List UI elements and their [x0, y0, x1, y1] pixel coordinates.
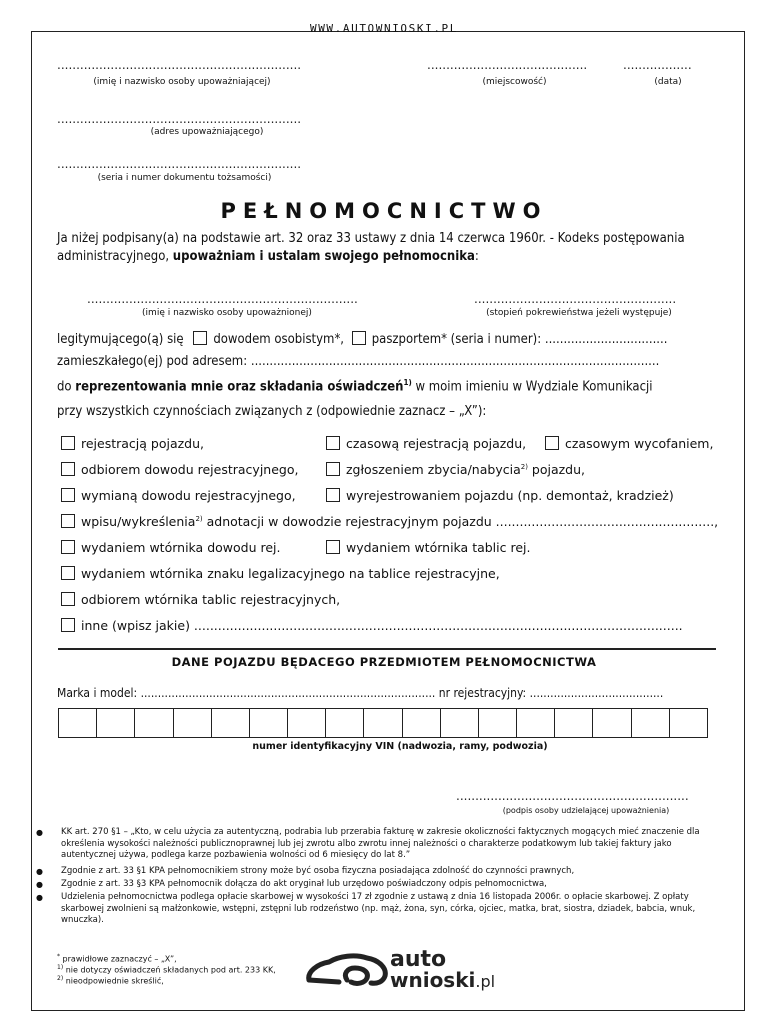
checkbox[interactable]	[545, 436, 559, 450]
vin-cell[interactable]	[364, 709, 402, 737]
vin-cell[interactable]	[288, 709, 326, 737]
option-plates-duplicate[interactable]	[326, 540, 530, 555]
proxy-name-caption: (imię i nazwisko osoby upoważnionej)	[142, 308, 312, 318]
rep-sup: 1)	[403, 378, 412, 387]
note-4: Udzielenia pełnomocnictwa podlega opłacie skarbowej w wysokości 17 zł zgodnie z ustawą z dnia 16 listopada 2006r. o opłacie skarbowej. Z opłaty skarbowej zwolnieni są małżonkowie, wstępni, zstępni lub rodzeństwo (np. mąż, żona, syn, córka, ojciec, matka, brat, siostra, dziadek, babcia, wnuk, wnuczka).	[61, 892, 696, 925]
logo-tld: .pl	[475, 972, 496, 991]
option-temp-registration[interactable]	[326, 436, 526, 451]
checkbox[interactable]	[61, 514, 75, 528]
checkbox[interactable]	[61, 540, 75, 554]
option-label: wydaniem wtórnika dowodu rej.	[81, 540, 281, 555]
id-prefix: legitymującego(ą) się	[57, 332, 184, 347]
option-sup: 2)	[520, 462, 528, 471]
principal-address-field[interactable]: ................................................................	[57, 112, 302, 126]
vin-cell[interactable]	[59, 709, 97, 737]
note-1: KK art. 270 §1 – „Kto, w celu użycia za autentyczną, podrabia lub przerabia fakturę w zakresie okoliczności faktycznych mogących mieć znaczenie dla określenia wysokości należności publicznoprawnej lub jej zwrotu albo zwrotu innej należności o charakterze podatkowym lub takiej faktury jako autentycznej używa, podlega karze pozbawienia wolności od 6 miesięcy do lat 8.”	[61, 827, 700, 860]
checkbox[interactable]	[61, 488, 75, 502]
site-url[interactable]: WWW.AUTOWNIOSKI.PL	[309, 22, 458, 35]
footnote-text: nie dotyczy oświadczeń składanych pod art. 233 KK,	[63, 965, 276, 975]
id-card-label: dowodem osobistym*,	[213, 332, 345, 347]
id-card-checkbox[interactable]	[193, 331, 207, 345]
checkbox[interactable]	[61, 462, 75, 476]
note-3: Zgodnie z art. 33 §3 KPA pełnomocnik dołącza do akt oryginał lub urzędowo poświadczony odpis pełnomocnictwa,	[61, 879, 547, 889]
proxy-address-field[interactable]: zamieszkałego(ej) pod adresem: ..............................................................................................................	[57, 354, 660, 369]
vin-cell[interactable]	[670, 709, 707, 737]
id-line	[57, 331, 667, 347]
checkbox[interactable]	[61, 566, 75, 580]
vin-cell[interactable]	[250, 709, 288, 737]
vin-cell[interactable]	[517, 709, 555, 737]
logo-word: wnioski	[390, 968, 476, 992]
note-2: Zgodnie z art. 33 §1 KPA pełnomocnikiem strony może być osoba fizyczna posiadająca zdolność do czynności prawnych,	[61, 866, 575, 876]
place-caption: (miejscowość)	[482, 77, 547, 87]
intro-line-2-bold: upoważniam i ustalam swojego pełnomocnika	[172, 249, 475, 264]
option-sale-notice[interactable]	[326, 462, 585, 477]
option-label-end: adnotacji w dowodzie rejestracyjnym pojazdu .......................................................,	[202, 514, 719, 529]
checkbox[interactable]	[61, 618, 75, 632]
date-field[interactable]: ..................	[623, 58, 692, 72]
signature-caption: (podpis osoby udzielającej upoważnienia)	[502, 806, 670, 815]
option-label: czasową rejestracją pojazdu,	[346, 436, 527, 451]
footnote-mark: 1)	[57, 964, 64, 971]
option-label: rejestracją pojazdu,	[81, 436, 205, 451]
option-sticker-duplicate[interactable]	[61, 566, 500, 581]
vin-cell[interactable]	[97, 709, 135, 737]
signature-field[interactable]: .............................................................	[456, 789, 689, 803]
section-divider	[58, 648, 716, 650]
footnote-mark: *	[57, 953, 60, 960]
date-caption: (data)	[654, 77, 682, 87]
passport-checkbox[interactable]	[352, 331, 366, 345]
vin-cell[interactable]	[135, 709, 173, 737]
option-doc-duplicate[interactable]	[61, 540, 280, 555]
actions-line: przy wszystkich czynnościach związanych z (odpowiednie zaznacz – „X”):	[57, 404, 487, 419]
passport-label: paszportem* (seria i numer): .................................	[371, 332, 668, 347]
intro-line-2-text: administracyjnego,	[57, 249, 173, 264]
place-field[interactable]: ..........................................	[427, 58, 588, 72]
relationship-field[interactable]: .....................................................	[474, 292, 677, 306]
option-deregistration[interactable]	[326, 488, 674, 503]
checkbox[interactable]	[326, 488, 340, 502]
principal-name-field[interactable]: ................................................................	[57, 58, 302, 72]
option-sup: 2)	[195, 514, 203, 523]
logo-line-2	[390, 969, 495, 993]
bullet: ●	[36, 828, 43, 837]
option-doc-pickup[interactable]	[61, 462, 298, 477]
vin-cell[interactable]	[326, 709, 364, 737]
intro-line-2	[57, 249, 479, 264]
checkbox[interactable]	[326, 436, 340, 450]
option-label: wymianą dowodu rejestracyjnego,	[81, 488, 296, 503]
checkbox[interactable]	[326, 540, 340, 554]
option-doc-exchange[interactable]	[61, 488, 296, 503]
vin-field[interactable]	[58, 708, 708, 738]
proxy-name-field[interactable]: .......................................................................	[87, 292, 358, 306]
option-label: wydaniem wtórnika tablic rej.	[346, 540, 531, 555]
option-plates-pickup[interactable]	[61, 592, 340, 607]
option-label: odbiorem dowodu rejestracyjnego,	[81, 462, 299, 477]
logo-line-1: auto	[390, 947, 447, 972]
option-label: wpisu/wykreślenia	[81, 514, 196, 529]
vin-cell[interactable]	[441, 709, 479, 737]
bullet: ●	[36, 893, 43, 902]
bullet: ●	[36, 880, 43, 889]
footnote-2	[57, 974, 164, 987]
vehicle-section-title: DANE POJAZDU BĘDACEGO PRZEDMIOTEM PEŁNOMOCNICTWA	[171, 655, 597, 669]
id-document-field[interactable]: ................................................................	[57, 157, 302, 171]
id-document-caption: (seria i numer dokumentu tożsamości)	[97, 173, 272, 183]
rep-bold: reprezentowania mnie oraz składania oświadczeń	[75, 379, 404, 395]
relationship-caption: (stopień pokrewieństwa jeżeli występuje)	[486, 308, 672, 318]
make-model-field[interactable]: Marka i model: ...................................................................................... nr rejestracyjny: .......................................	[57, 686, 664, 700]
vin-cell[interactable]	[479, 709, 517, 737]
option-other[interactable]	[61, 618, 683, 633]
option-label-end: pojazdu,	[527, 462, 586, 477]
representation-line	[57, 378, 653, 394]
checkbox[interactable]	[326, 462, 340, 476]
rep-plain: do	[57, 379, 76, 395]
principal-name-caption: (imię i nazwisko osoby upoważniającej)	[93, 77, 271, 87]
vin-cell[interactable]	[174, 709, 212, 737]
vin-cell[interactable]	[212, 709, 250, 737]
checkbox[interactable]	[61, 592, 75, 606]
option-label: zgłoszeniem zbycia/nabycia	[346, 462, 521, 477]
option-label: wyrejestrowaniem pojazdu (np. demontaż, kradzież)	[346, 488, 674, 503]
vin-cell[interactable]	[403, 709, 441, 737]
document-title: PEŁNOMOCNICTWO	[220, 199, 548, 223]
option-label: wydaniem wtórnika znaku legalizacyjnego na tablice rejestracyjne,	[81, 566, 500, 581]
option-label: inne (wpisz jakie) ...........................................................................................................................	[81, 618, 683, 633]
vin-caption: numer identyfikacyjny VIN (nadwozia, ramy, podwozia)	[252, 741, 548, 752]
footnote-text: prawidłowe zaznaczyć – „X”,	[60, 954, 177, 964]
car-logo-icon	[303, 950, 391, 992]
vin-cell[interactable]	[555, 709, 593, 737]
option-registration[interactable]	[61, 436, 204, 451]
vin-cell[interactable]	[632, 709, 670, 737]
intro-line-2-end: :	[474, 249, 479, 264]
option-annotation[interactable]	[61, 514, 718, 529]
checkbox[interactable]	[61, 436, 75, 450]
principal-address-caption: (adres upoważniającego)	[150, 127, 264, 137]
intro-line-1: Ja niżej podpisany(a) na podstawie art. 32 oraz 33 ustawy z dnia 14 czerwca 1960r. - Kodeks postępowania	[57, 231, 685, 246]
footnote-text: nieodpowiednie skreślić,	[63, 976, 164, 986]
option-label: czasowym wycofaniem,	[565, 436, 714, 451]
bullet: ●	[36, 867, 43, 876]
rep-end: w moim imieniu w Wydziale Komunikacji	[411, 379, 653, 395]
option-temp-withdrawal[interactable]	[545, 436, 713, 451]
vin-cell[interactable]	[593, 709, 631, 737]
option-label: odbiorem wtórnika tablic rejestracyjnych,	[81, 592, 341, 607]
footnote-mark: 2)	[57, 975, 64, 982]
